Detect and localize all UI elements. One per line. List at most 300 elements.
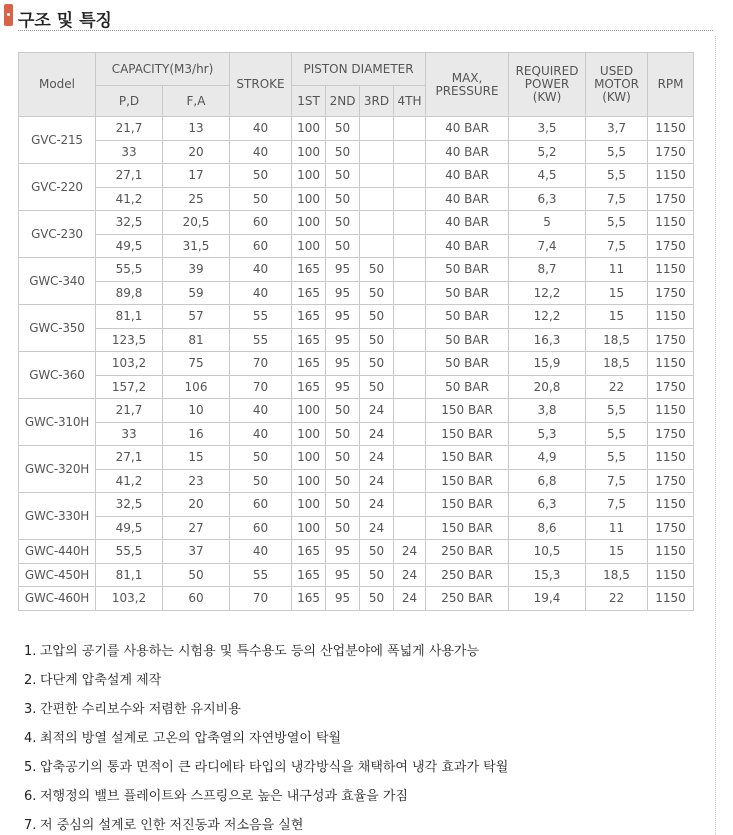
header-fa: F,A: [163, 86, 230, 117]
table-cell: 50: [360, 540, 394, 564]
table-cell: 24: [360, 469, 394, 493]
table-cell: [394, 258, 426, 282]
table-cell: 6,3: [509, 493, 586, 517]
header-capacity: CAPACITY(M3/hr): [96, 53, 230, 86]
table-cell: 100: [292, 516, 326, 540]
table-cell: 40 BAR: [426, 187, 509, 211]
table-cell: [394, 328, 426, 352]
header-2nd: 2ND: [326, 86, 360, 117]
header-1st: 1ST: [292, 86, 326, 117]
table-cell: 49,5: [96, 234, 163, 258]
table-cell: 27: [163, 516, 230, 540]
table-row: [19, 493, 694, 517]
table-cell: 50: [326, 164, 360, 188]
table-row: [19, 328, 694, 352]
table-cell: 165: [292, 540, 326, 564]
feature-item: [24, 640, 479, 659]
table-cell: 10,5: [509, 540, 586, 564]
table-cell: 50: [163, 563, 230, 587]
table-cell: 15: [586, 281, 648, 305]
table-cell: 50: [326, 422, 360, 446]
table-cell: 165: [292, 328, 326, 352]
table-cell: 15,3: [509, 563, 586, 587]
right-dotted-divider: [715, 36, 716, 835]
feature-item: [24, 756, 508, 775]
feature-text: 다단계 압축설계 제작: [40, 673, 162, 688]
table-cell: 5,5: [586, 140, 648, 164]
table-cell: 32,5: [96, 211, 163, 235]
table-row: [19, 164, 694, 188]
table-cell: 40 BAR: [426, 164, 509, 188]
feature-item: [24, 698, 241, 717]
table-cell: 81,1: [96, 305, 163, 329]
table-cell: 49,5: [96, 516, 163, 540]
table-cell: 55: [230, 328, 292, 352]
table-cell: 5,5: [586, 211, 648, 235]
table-cell: 3,8: [509, 399, 586, 423]
table-cell: 3,7: [586, 117, 648, 141]
table-cell: 50: [360, 305, 394, 329]
table-cell: 60: [230, 516, 292, 540]
table-row: [19, 140, 694, 164]
table-cell: 18,5: [586, 563, 648, 587]
table-cell: 100: [292, 117, 326, 141]
header-pd: P,D: [96, 86, 163, 117]
table-row: [19, 469, 694, 493]
model-cell: GVC-215: [19, 117, 96, 164]
table-cell: 70: [230, 587, 292, 611]
table-cell: 20: [163, 140, 230, 164]
table-cell: 20,5: [163, 211, 230, 235]
table-cell: [394, 493, 426, 517]
table-cell: 3,5: [509, 117, 586, 141]
table-cell: 100: [292, 399, 326, 423]
feature-number: 5.: [24, 760, 37, 775]
table-cell: 50 BAR: [426, 258, 509, 282]
table-cell: 20: [163, 493, 230, 517]
header-used-motor: USED MOTOR (KW): [586, 53, 648, 117]
table-cell: 106: [163, 375, 230, 399]
table-cell: 10: [163, 399, 230, 423]
table-cell: 50: [326, 516, 360, 540]
feature-number: 1.: [24, 644, 37, 659]
table-cell: 40 BAR: [426, 234, 509, 258]
table-cell: 1750: [648, 281, 694, 305]
table-cell: [394, 211, 426, 235]
table-cell: 40: [230, 140, 292, 164]
table-cell: 50: [360, 587, 394, 611]
table-cell: 60: [230, 493, 292, 517]
table-cell: 17: [163, 164, 230, 188]
table-cell: 165: [292, 375, 326, 399]
table-cell: 150 BAR: [426, 493, 509, 517]
table-cell: [394, 187, 426, 211]
table-cell: 55,5: [96, 258, 163, 282]
model-cell: GWC-460H: [19, 587, 96, 611]
table-cell: 24: [360, 399, 394, 423]
section-title: 구조 및 특징: [18, 11, 112, 31]
table-cell: 50 BAR: [426, 352, 509, 376]
table-cell: 59: [163, 281, 230, 305]
table-cell: 40: [230, 281, 292, 305]
table-cell: 24: [394, 563, 426, 587]
table-cell: 50 BAR: [426, 375, 509, 399]
table-cell: 7,5: [586, 234, 648, 258]
table-cell: 55: [230, 305, 292, 329]
table-cell: 5,5: [586, 399, 648, 423]
table-cell: 55: [230, 563, 292, 587]
table-row: [19, 258, 694, 282]
table-cell: 150 BAR: [426, 446, 509, 470]
feature-text: 최적의 방열 설계로 고온의 압축열의 자연방열이 탁월: [40, 731, 342, 746]
table-cell: 50: [326, 187, 360, 211]
model-cell: GWC-310H: [19, 399, 96, 446]
table-cell: 50 BAR: [426, 328, 509, 352]
feature-item: [24, 669, 161, 688]
feature-text: 압축공기의 통과 면적이 큰 라디에타 타입의 냉각방식을 채택하여 냉각 효과가 탁월: [40, 760, 509, 775]
table-cell: 50: [360, 258, 394, 282]
table-cell: 1750: [648, 328, 694, 352]
table-cell: 7,5: [586, 469, 648, 493]
table-cell: 100: [292, 469, 326, 493]
table-cell: 95: [326, 258, 360, 282]
table-cell: 37: [163, 540, 230, 564]
table-cell: 165: [292, 563, 326, 587]
header-max-pressure: MAX, PRESSURE: [426, 53, 509, 117]
table-cell: 5,5: [586, 422, 648, 446]
table-cell: 27,1: [96, 446, 163, 470]
table-cell: [394, 305, 426, 329]
feature-text: 저 중심의 설계로 인한 저진동과 저소음을 실현: [40, 818, 304, 833]
table-cell: 50: [230, 164, 292, 188]
table-cell: [394, 117, 426, 141]
model-cell: GWC-440H: [19, 540, 96, 564]
table-cell: 40: [230, 258, 292, 282]
table-cell: 1750: [648, 516, 694, 540]
table-cell: 1150: [648, 540, 694, 564]
table-row: [19, 540, 694, 564]
table-cell: 24: [394, 540, 426, 564]
table-cell: 1150: [648, 399, 694, 423]
table-cell: [394, 352, 426, 376]
feature-item: [24, 814, 303, 833]
table-cell: 50 BAR: [426, 305, 509, 329]
table-cell: 50: [230, 469, 292, 493]
table-row: [19, 117, 694, 141]
table-cell: 50: [326, 493, 360, 517]
table-cell: 100: [292, 493, 326, 517]
table-cell: 40: [230, 540, 292, 564]
title-divider: [18, 30, 713, 31]
table-cell: 103,2: [96, 352, 163, 376]
table-cell: 81,1: [96, 563, 163, 587]
table-cell: 7,5: [586, 493, 648, 517]
table-cell: 39: [163, 258, 230, 282]
table-cell: 95: [326, 328, 360, 352]
header-piston-diameter: PISTON DIAMETER: [292, 53, 426, 86]
table-cell: 60: [230, 234, 292, 258]
table-cell: 12,2: [509, 281, 586, 305]
table-cell: 5,2: [509, 140, 586, 164]
table-cell: 50: [360, 328, 394, 352]
header-stroke: STROKE: [230, 53, 292, 117]
table-cell: 15: [586, 305, 648, 329]
table-cell: 1150: [648, 587, 694, 611]
table-row: [19, 375, 694, 399]
table-cell: 1150: [648, 117, 694, 141]
table-cell: 70: [230, 375, 292, 399]
table-cell: 21,7: [96, 117, 163, 141]
table-cell: [360, 211, 394, 235]
table-cell: 33: [96, 422, 163, 446]
table-cell: 123,5: [96, 328, 163, 352]
table-cell: 103,2: [96, 587, 163, 611]
table-cell: 50: [230, 446, 292, 470]
table-cell: [360, 164, 394, 188]
table-cell: 50: [326, 234, 360, 258]
table-cell: 165: [292, 587, 326, 611]
table-cell: 40: [230, 117, 292, 141]
table-cell: 8,7: [509, 258, 586, 282]
table-cell: 100: [292, 164, 326, 188]
table-cell: 40 BAR: [426, 211, 509, 235]
table-cell: 157,2: [96, 375, 163, 399]
table-cell: [394, 164, 426, 188]
table-cell: 19,4: [509, 587, 586, 611]
model-cell: GWC-350: [19, 305, 96, 352]
model-cell: GWC-320H: [19, 446, 96, 493]
table-cell: [394, 140, 426, 164]
feature-number: 2.: [24, 673, 37, 688]
table-cell: 50: [360, 352, 394, 376]
table-cell: 100: [292, 446, 326, 470]
table-cell: 75: [163, 352, 230, 376]
table-cell: [394, 399, 426, 423]
table-cell: 15,9: [509, 352, 586, 376]
table-row: [19, 211, 694, 235]
table-cell: [394, 469, 426, 493]
table-cell: 8,6: [509, 516, 586, 540]
table-cell: 1750: [648, 140, 694, 164]
table-cell: 50: [326, 399, 360, 423]
table-cell: [360, 140, 394, 164]
table-cell: [394, 281, 426, 305]
table-row: [19, 516, 694, 540]
table-cell: 40 BAR: [426, 117, 509, 141]
table-cell: 100: [292, 211, 326, 235]
table-cell: 40 BAR: [426, 140, 509, 164]
table-cell: 50: [360, 563, 394, 587]
table-cell: 1150: [648, 493, 694, 517]
table-cell: 165: [292, 258, 326, 282]
model-cell: GWC-340: [19, 258, 96, 305]
table-cell: 40: [230, 399, 292, 423]
table-cell: 22: [586, 587, 648, 611]
model-cell: GWC-360: [19, 352, 96, 399]
table-cell: 165: [292, 352, 326, 376]
table-cell: 70: [230, 352, 292, 376]
table-cell: 1150: [648, 352, 694, 376]
spec-table: [18, 52, 694, 611]
table-cell: 22: [586, 375, 648, 399]
table-cell: 18,5: [586, 352, 648, 376]
feature-text: 고압의 공기를 사용하는 시험용 및 특수용도 등의 산업분야에 폭넓게 사용가능: [40, 644, 480, 659]
table-cell: 150 BAR: [426, 516, 509, 540]
table-cell: [360, 117, 394, 141]
table-cell: [394, 516, 426, 540]
table-cell: 11: [586, 258, 648, 282]
table-cell: 24: [360, 422, 394, 446]
table-cell: 50 BAR: [426, 281, 509, 305]
table-cell: 1750: [648, 422, 694, 446]
table-cell: 95: [326, 281, 360, 305]
table-cell: 21,7: [96, 399, 163, 423]
table-cell: 95: [326, 587, 360, 611]
table-cell: 1150: [648, 563, 694, 587]
table-cell: 100: [292, 422, 326, 446]
table-cell: 50: [360, 281, 394, 305]
table-cell: 150 BAR: [426, 422, 509, 446]
table-cell: 7,5: [586, 187, 648, 211]
table-cell: 100: [292, 234, 326, 258]
model-cell: GVC-230: [19, 211, 96, 258]
model-cell: GWC-450H: [19, 563, 96, 587]
table-cell: 95: [326, 352, 360, 376]
table-cell: [360, 234, 394, 258]
table-cell: 55,5: [96, 540, 163, 564]
feature-item: [24, 785, 408, 804]
table-cell: 4,5: [509, 164, 586, 188]
table-cell: 1750: [648, 469, 694, 493]
table-cell: 150 BAR: [426, 399, 509, 423]
table-cell: [394, 446, 426, 470]
section-bullet-icon: [4, 4, 13, 26]
section-header: [0, 0, 733, 36]
table-cell: 1150: [648, 211, 694, 235]
table-row: [19, 281, 694, 305]
feature-number: 6.: [24, 789, 37, 804]
table-cell: [394, 422, 426, 446]
table-cell: 50: [326, 446, 360, 470]
table-cell: 41,2: [96, 469, 163, 493]
table-cell: 41,2: [96, 187, 163, 211]
table-cell: 32,5: [96, 493, 163, 517]
table-cell: 24: [360, 446, 394, 470]
table-cell: 6,3: [509, 187, 586, 211]
table-cell: 5,5: [586, 446, 648, 470]
table-cell: 89,8: [96, 281, 163, 305]
table-cell: 50: [326, 117, 360, 141]
table-row: [19, 305, 694, 329]
spec-table-body: [19, 117, 694, 611]
table-cell: 1150: [648, 164, 694, 188]
table-cell: 1150: [648, 258, 694, 282]
table-cell: 50: [360, 375, 394, 399]
header-model: Model: [19, 53, 96, 117]
table-cell: 15: [586, 540, 648, 564]
feature-text: 간편한 수리보수와 저렴한 유지비용: [40, 702, 241, 717]
table-cell: 100: [292, 187, 326, 211]
table-row: [19, 187, 694, 211]
table-cell: 1150: [648, 305, 694, 329]
table-cell: 11: [586, 516, 648, 540]
table-cell: 4,9: [509, 446, 586, 470]
feature-text: 저행정의 밸브 플레이트와 스프링으로 높은 내구성과 효율을 가짐: [40, 789, 408, 804]
table-cell: 60: [163, 587, 230, 611]
table-cell: 165: [292, 305, 326, 329]
table-row: [19, 399, 694, 423]
table-cell: 50: [326, 211, 360, 235]
header-required-power: REQUIRED POWER (KW): [509, 53, 586, 117]
table-cell: 250 BAR: [426, 587, 509, 611]
table-cell: 1150: [648, 446, 694, 470]
model-cell: GWC-330H: [19, 493, 96, 540]
table-cell: 250 BAR: [426, 540, 509, 564]
table-row: [19, 563, 694, 587]
table-cell: 5: [509, 211, 586, 235]
table-cell: 16: [163, 422, 230, 446]
table-cell: 50: [326, 469, 360, 493]
table-cell: 81: [163, 328, 230, 352]
table-cell: 7,4: [509, 234, 586, 258]
table-cell: 1750: [648, 375, 694, 399]
table-cell: 24: [360, 493, 394, 517]
table-cell: 24: [394, 587, 426, 611]
table-cell: 95: [326, 305, 360, 329]
table-cell: 57: [163, 305, 230, 329]
table-cell: 95: [326, 375, 360, 399]
table-row: [19, 234, 694, 258]
table-row: [19, 422, 694, 446]
table-row: [19, 352, 694, 376]
table-cell: [394, 375, 426, 399]
header-4th: 4TH: [394, 86, 426, 117]
table-cell: 20,8: [509, 375, 586, 399]
table-cell: 40: [230, 422, 292, 446]
table-row: [19, 446, 694, 470]
feature-number: 3.: [24, 702, 37, 717]
table-cell: 33: [96, 140, 163, 164]
table-cell: 1750: [648, 187, 694, 211]
table-cell: [360, 187, 394, 211]
table-cell: [394, 234, 426, 258]
model-cell: GVC-220: [19, 164, 96, 211]
table-cell: 50: [326, 140, 360, 164]
table-cell: 1750: [648, 234, 694, 258]
table-cell: 6,8: [509, 469, 586, 493]
table-cell: 5,5: [586, 164, 648, 188]
table-cell: 95: [326, 563, 360, 587]
table-cell: 31,5: [163, 234, 230, 258]
table-cell: 50: [230, 187, 292, 211]
table-cell: 60: [230, 211, 292, 235]
table-cell: 23: [163, 469, 230, 493]
header-rpm: RPM: [648, 53, 694, 117]
table-cell: 27,1: [96, 164, 163, 188]
table-cell: 250 BAR: [426, 563, 509, 587]
feature-item: [24, 727, 341, 746]
header-3rd: 3RD: [360, 86, 394, 117]
table-cell: 16,3: [509, 328, 586, 352]
table-cell: 100: [292, 140, 326, 164]
table-row: [19, 587, 694, 611]
table-cell: 24: [360, 516, 394, 540]
table-cell: 165: [292, 281, 326, 305]
table-cell: 150 BAR: [426, 469, 509, 493]
feature-number: 4.: [24, 731, 37, 746]
table-cell: 15: [163, 446, 230, 470]
table-cell: 12,2: [509, 305, 586, 329]
